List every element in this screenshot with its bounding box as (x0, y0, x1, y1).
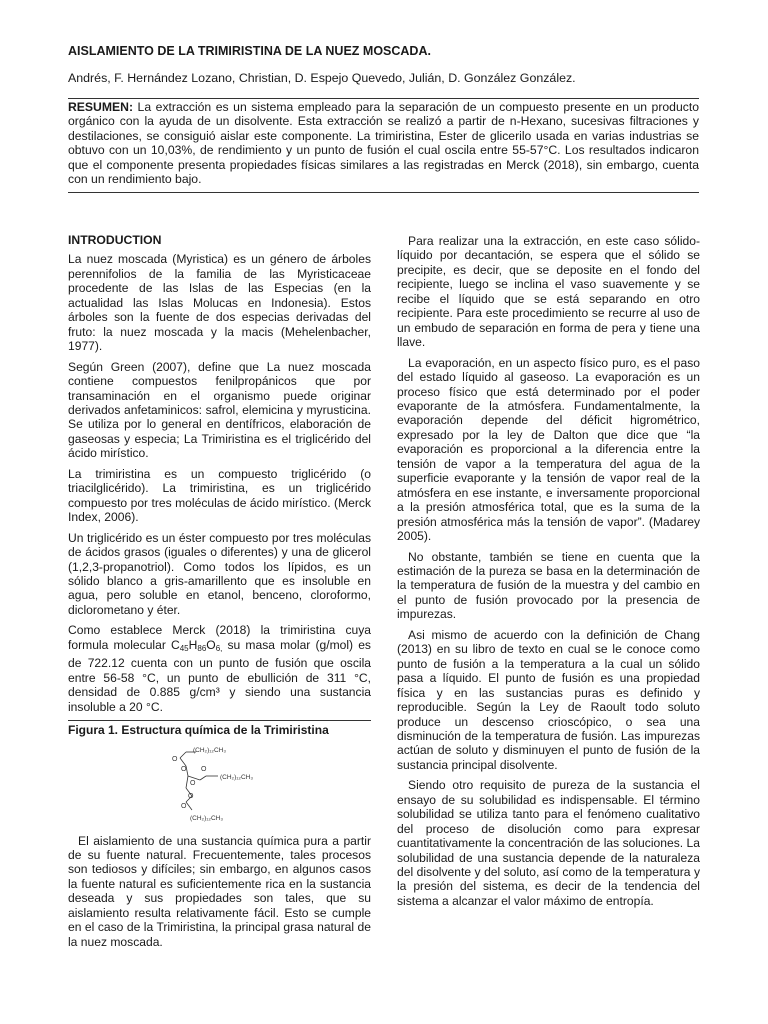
author-list: Andrés, F. Hernández Lozano, Christian, D. Espejo Quevedo, Julián, D. González González. (68, 71, 576, 85)
paper-title: AISLAMIENTO DE LA TRIMIRISTINA DE LA NUEZ MOSCADA. (68, 44, 431, 58)
figure-caption: Figura 1. Estructura química de la Trimiristina (68, 720, 371, 737)
paragraph: La evaporación, en un aspecto físico puro, es el paso del estado líquido al gaseoso. La evaporación es un proceso físico que está determinado por el poder evaporante de la atmósfera. Fundamentalmente, la evaporación depende del déficit higrométrico, expresado por la ley de Dalton que dice que “la evaporación es proporcional a la diferencia entre la tensión de vapor a la temperatura del agua de la superficie evaporante y la tensión de vapor real de la atmósfera en ese instante, e inversamente proporcional a la presión atmosférica total, que es la suma de la presión atmosférica más la tensión de vapor”. (Madarey 2005). (397, 355, 700, 544)
paragraph: Siendo otro requisito de pureza de la sustancia el ensayo de su solubilidad es indispensable. El término solubilidad se utiliza tanto para el fenómeno cualitativo del proceso de disolución como para expresar cuantitativamente la concentración de las soluciones. La solubilidad de una sustancia depende de la naturaleza del disolvente y del soluto, así como de la temperatura y la presión del sistema, es decir de la tendencia del sistema a alcanzar el valor máximo de entropía. (397, 778, 700, 908)
chemical-structure-diagram (68, 740, 371, 828)
left-column (68, 233, 371, 955)
paragraph: Asi mismo de acuerdo con la definición de Chang (2013) en su libro de texto en cual se le conoce como punto de fusión a la temperatura a la cual un sólido pasa a líquido. El punto de fusión es una propiedad física y en las sustancias puras es definido y reproducible. Según la Ley de Raoult todo soluto produce un descenso crioscópico, o sea una disminución de la temperatura de fusión. Las impurezas actúan de soluto y disminuyen el punto de fusión de la sustancia principal disolvente. (397, 627, 700, 772)
paragraph: Un triglicérido es un éster compuesto por tres moléculas de ácidos grasos (iguales o diferentes) y una de glicerol (1,2,3-propanotriol). Como todos los lípidos, es un sólido blanco a gris-amarillento que es insoluble en agua, pero soluble en etanol, benceno, cloroformo, diclorometano y éter. (68, 530, 371, 617)
paragraph: El aislamiento de una sustancia química pura a partir de su fuente natural. Frecuentemente, tales procesos son tediosos y difíciles; sin embargo, en algunos casos la fuente natural es suficientemente rica en la sustancia deseada y sus propiedades son tales, que su aislamiento resulta relativamente fácil. Esto se cumple en el caso de la Trimiristina, la principal grasa natural de la nuez moscada. (68, 833, 371, 949)
chain-label-bottom: (CH₂)₁₂CH₃ (190, 814, 223, 822)
oxygen-label: O (201, 765, 207, 773)
right-column (397, 234, 700, 914)
paragraph-molecular-formula: Como establece Merck (2018) la trimiristina cuya formula molecular $C_{45}H_{86}O_{6,}$ su masa molar (g/mol) es de 722.12 cuenta con un punto de fusión que oscila entre 56-58 °C, un punto de ebullición de 311 °C, densidad de 0.885 g/cm³ y siendo una sustancia insoluble a 20 °C. (68, 623, 371, 714)
paragraph: Para realizar una la extracción, en este caso sólido-líquido por decantación, se espera que el sólido se precipite, es decir, que se deposite en el fondo del recipiente, luego se inclina el vaso suavemente y se recibe el líquido que se está separando en otro recipiente. Para este procedimiento se recurre al uso de un embudo de separación en forma de pera y tiene una llave. (397, 234, 700, 350)
paragraph: Según Green (2007), define que La nuez moscada contiene compuestos fenilpropánicos que por transaminación en el organismo puede originar derivados anfetaminicos: safrol, elemicina y myrusticina. Se utiliza por lo general en dentífricos, elaboración de gaseosas y especia; La Trimiristina es el triglicérido del ácido mirístico. (68, 359, 371, 461)
chain-label-top: (CH₂)₁₂CH₃ (193, 746, 226, 754)
oxygen-label: O (188, 792, 194, 800)
paragraph: No obstante, también se tiene en cuenta que la estimación de la pureza se basa en la determinación de la temperatura de fusión de la muestra y del cambio en el punto de fusión provocado por la presencia de impurezas. (397, 549, 700, 622)
abstract (68, 98, 699, 193)
oxygen-label: O (181, 802, 187, 810)
paragraph: La trimiristina es un compuesto triglicérido (o triacilglicérido). La trimiristina, es un triglicérido compuesto por tres moléculas de ácido mirístico. (Merck Index, 2006). (68, 466, 371, 525)
trimyristin-structure-figure (68, 740, 371, 828)
chain-label-middle: (CH₂)₁₂CH₃ (220, 773, 253, 781)
oxygen-label: O (190, 779, 196, 787)
paragraph: La nuez moscada (Myristica) es un género de árboles perennifolios de la familia de las Myristicaceae procedente de las Islas de las Especias (en la actualidad las Islas Molucas en Indonesia). Estos árboles son la fuente de dos especias derivadas del fruto: la nuez moscada y la macis (Mehelenbacher, 1977). (68, 252, 371, 354)
abstract-label: RESUMEN: (68, 100, 134, 114)
abstract-text: La extracción es un sistema empleado para la separación de un compuesto presente en un producto orgánico con la ayuda de un disolvente. Esta extracción se realizó a partir de n-Hexano, sucesivas filtraciones y destilaciones, se consiguió aislar este componente. La trimiristina, Ester de glicerilo usada en varias industrias se obtuvo con un 10,03%, de rendimiento y un punto de fusión el cual oscila entre 55-57°C. Los resultados indicaron que el componente presenta propiedades físicas similares a las registradas en Merck (2018), sin embargo, cuenta con un rendimiento bajo. (68, 100, 699, 187)
oxygen-label: O (172, 755, 178, 763)
oxygen-label: O (181, 765, 187, 773)
section-heading-introduction: INTRODUCTION (68, 233, 162, 247)
